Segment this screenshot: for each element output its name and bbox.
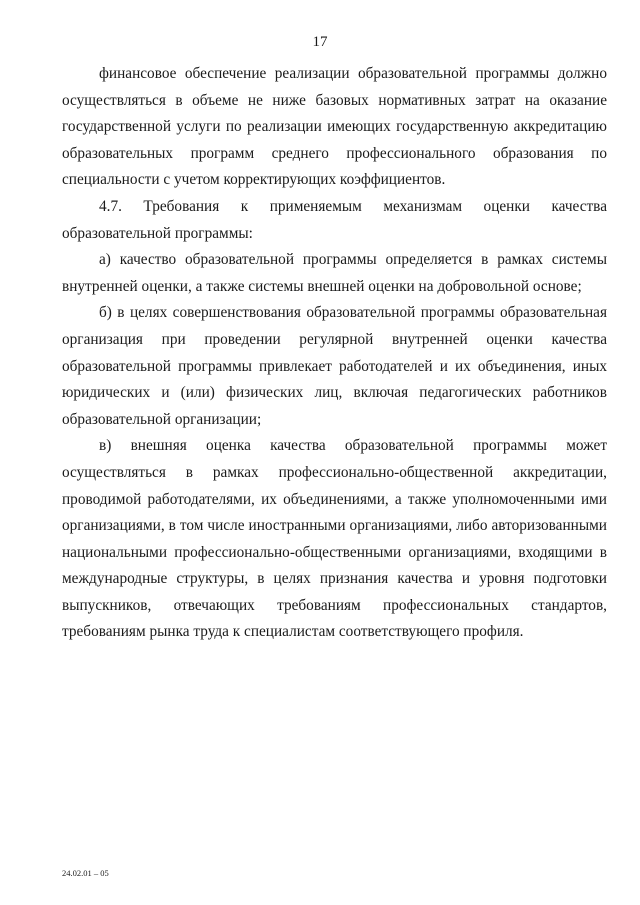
page-number: 17 <box>312 34 328 50</box>
paragraph-funding-continuation: финансовое обеспечение реализации образовательной программы должно осуществляться в объеме не ниже базовых нормативных затрат на оказание государственной услуги по реализации имеющих государственную аккредитацию образовательных программ среднего профессионального образования по специальности с учетом корректирующих коэффициентов. <box>62 65 607 189</box>
paragraph-4-7-v: в) внешняя оценка качества образовательной программы может осуществляться в рамках профессионально-общественной аккредитации, проводимой работодателями, их объединениями, а также уполномоченными ими организациями, в том числе иностранными организациями, либо авторизованными национальными профессионально-общественными организациями, входящими в международные структуры, в целях признания качества и уровня подготовки выпускников, отвечающих требованиям профессиональных стандартов, требованиям рынка труда к специалистам соответствующего профиля. <box>62 437 607 641</box>
document-body <box>62 61 607 646</box>
paragraph-4-7-b: б) в целях совершенствования образовательной программы образовательная организация при проведении регулярной внутренней оценки качества образовательной программы привлекает работодателей и их объединения, иных юридических и (или) физических лиц, включая педагогических работников образовательной организации; <box>62 304 607 428</box>
paragraph-4-7-heading: 4.7. Требования к применяемым механизмам оценки качества образовательной программы: <box>62 197 607 242</box>
paragraph-4-7-a: а) качество образовательной программы определяется в рамках системы внутренней оценки, а также системы внешней оценки на добровольной основе; <box>62 251 607 295</box>
document-code: 24.02.01 – 05 <box>62 868 109 878</box>
